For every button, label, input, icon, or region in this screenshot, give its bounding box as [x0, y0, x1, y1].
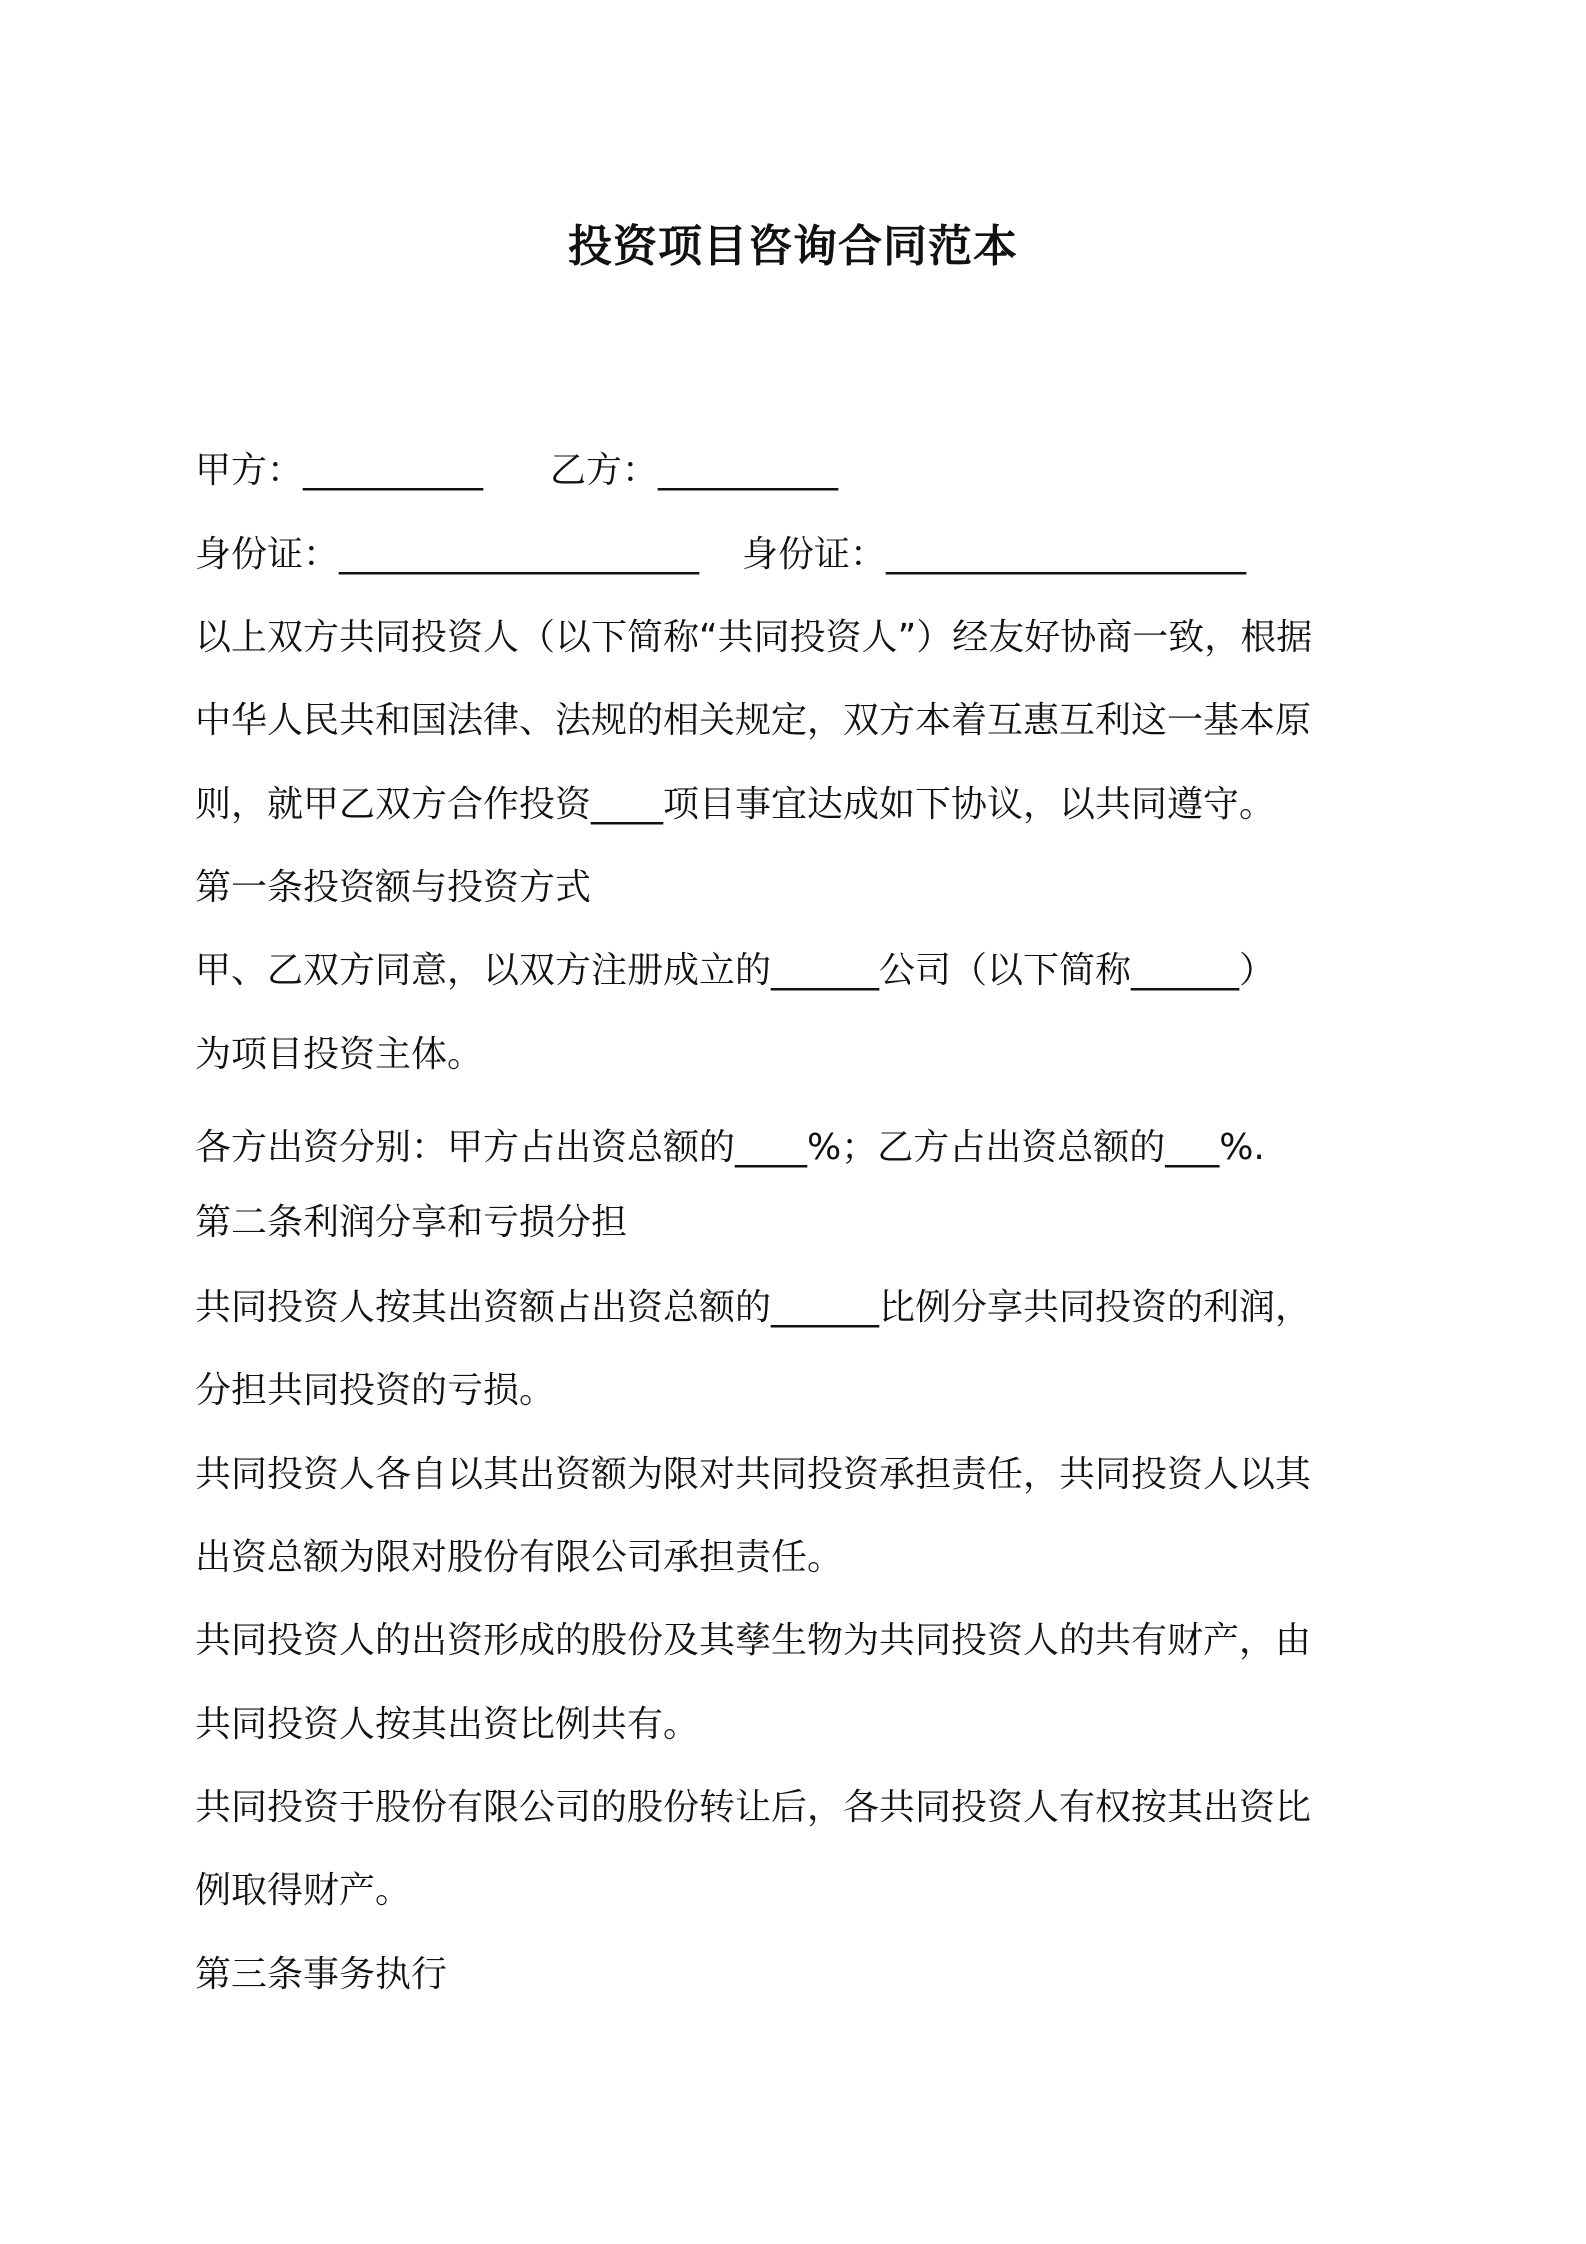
- id-row: [195, 532, 1247, 578]
- article-2-line-7: 共同投资于股份有限公司的股份转让后，各共同投资人有权按其出资比: [195, 1787, 1312, 1828]
- article-1-line-3: 各方出资分别：甲方占出资总额的____%；乙方占出资总额的___%.: [195, 1127, 1265, 1168]
- parties-row: [195, 448, 839, 494]
- article-1-line-2: 为项目投资主体。: [195, 1034, 484, 1075]
- article-2-line-1: 共同投资人按其出资额占出资总额的______比例分享共同投资的利润，: [195, 1287, 1312, 1328]
- article-2-heading: 第二条利润分享和亏损分担: [195, 1202, 628, 1243]
- party-a-field: 甲方：__________: [195, 450, 484, 491]
- intro-line-2: 中华人民共和国法律、法规的相关规定，双方本着互惠互利这一基本原: [195, 700, 1312, 741]
- article-2-line-4: 出资总额为限对股份有限公司承担责任。: [195, 1537, 844, 1578]
- article-2-line-3: 共同投资人各自以其出资额为限对共同投资承担责任，共同投资人以其: [195, 1454, 1312, 1495]
- article-1-heading: 第一条投资额与投资方式: [195, 867, 592, 908]
- article-3-heading: 第三条事务执行: [195, 1954, 448, 1995]
- article-2-line-6: 共同投资人按其出资比例共有。: [195, 1704, 700, 1745]
- intro-line-1: 以上双方共同投资人（以下简称“共同投资人”）经友好协商一致，根据: [195, 617, 1313, 658]
- party-b-field: 乙方：__________: [550, 450, 839, 491]
- article-1-line-1: 甲、乙双方同意，以双方注册成立的______公司（以下简称______）: [195, 950, 1276, 991]
- article-2-line-2: 分担共同投资的亏损。: [195, 1370, 556, 1411]
- article-2-line-8: 例取得财产。: [195, 1870, 412, 1911]
- document-title: 投资项目咨询合同范本: [568, 221, 1018, 272]
- article-2-line-5: 共同投资人的出资形成的股份及其孳生物为共同投资人的共有财产，由: [195, 1620, 1312, 1661]
- intro-line-3: 则，就甲乙双方合作投资____项目事宜达成如下协议，以共同遵守。: [195, 784, 1276, 825]
- party-a-id-field: 身份证：____________________: [195, 534, 700, 575]
- party-b-id-field: 身份证：____________________: [742, 534, 1247, 575]
